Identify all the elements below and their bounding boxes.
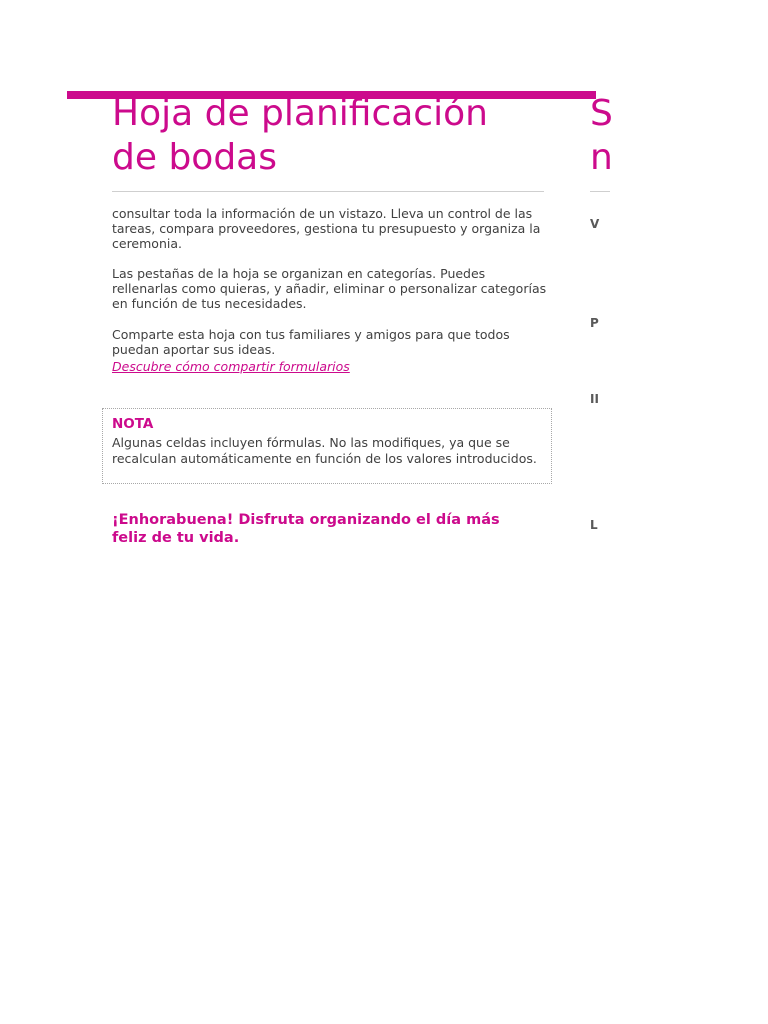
share-forms-link[interactable]: Descubre cómo compartir formularios (112, 359, 350, 374)
clipped-heading-line-2: n (590, 137, 613, 178)
closing-message: ¡Enhorabuena! Disfruta organizando el día más feliz de tu vida. (112, 512, 500, 546)
intro-paragraph-2: Las pestañas de la hoja se organizan en categorías. Puedes rellenarlas como quieras, y añadir, eliminar o personalizar categorías en función de tus necesidades. (112, 266, 547, 312)
clipped-divider (590, 191, 610, 192)
clipped-heading-line-1: S (590, 93, 613, 134)
clipped-label-1: V (590, 217, 600, 231)
clipped-label-3: II (590, 392, 599, 406)
title-block (112, 92, 544, 180)
intro-paragraph-3: Comparte esta hoja con tus familiares y amigos para que todos puedan aportar sus ideas. (112, 327, 510, 358)
clipped-right-column (590, 92, 613, 552)
intro-paragraph-1: consultar toda la información de un vistazo. Lleva un control de las tareas, compara proveedores, gestiona tu presupuesto y organiza la ceremonia. (112, 206, 541, 252)
clipped-label-2: P (590, 316, 599, 330)
title-divider (112, 191, 544, 192)
note-title: NOTA (112, 416, 154, 432)
note-text: Algunas celdas incluyen fórmulas. No las modifiques, ya que se recalculan automáticamente en función de los valores introducidos. (112, 435, 537, 466)
page-title: Hoja de planificación de bodas (112, 93, 488, 178)
clipped-label-4: L (590, 518, 598, 532)
